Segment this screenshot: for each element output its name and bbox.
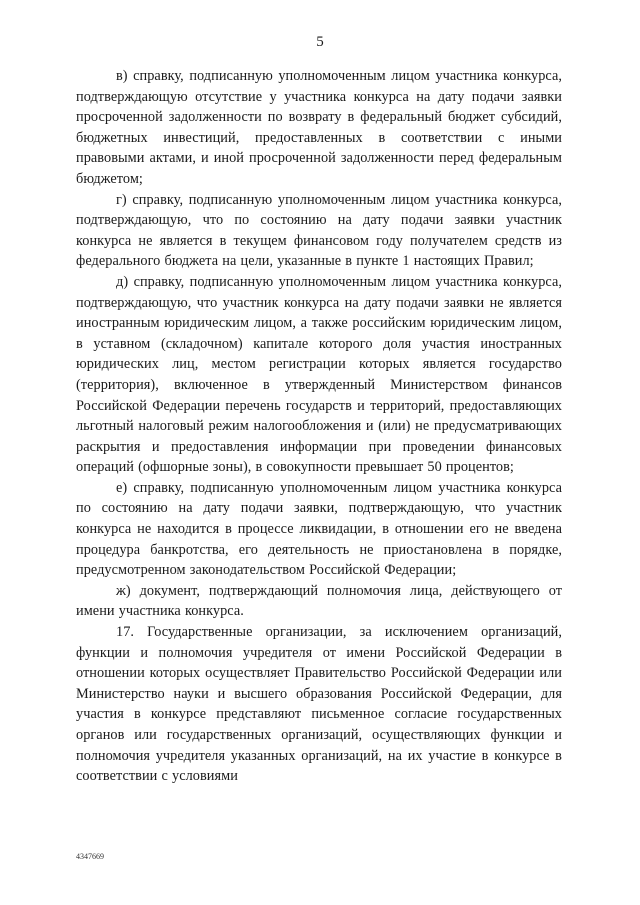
paragraph-e: е) справку, подписанную уполномоченным лицом участника конкурса по состоянию на дату подачи заявки, подтверждающую, что участник конкурса не находится в процессе ликвидации, в отношении его не введена процедура банкротства, его деятельность не приостановлена в порядке, предусмотренном законодательством Российской Федерации; [76, 479, 562, 579]
page-number: 5 [316, 34, 324, 50]
paragraph-d: д) справку, подписанную уполномоченным лицом участника конкурса, подтверждающую, что участник конкурса на дату подачи заявки не является иностранным юридическим лицом, а также российским юридическим лицом, в уставном (складочном) капитале которого доля участия иностранных юридических лиц, местом регистрации которых является государство (территория), включенное в утвержденный Министерством финансов Российской Федерации перечень государств и территорий, предоставляющих льготный налоговый режим налогообложения и (или) не предусматривающих раскрытия и предоставления информации при проведении финансовых операций (офшорные зоны), в совокупности превышает 50 процентов; [76, 273, 562, 476]
paragraph-17: 17. Государственные организации, за исключением организаций, функции и полномочия учредителя от имени Российской Федерации в отношении которых осуществляет Правительство Российской Федерации или Министерство науки и высшего образования Российской Федерации, для участия в конкурсе представляют письменное согласие государственных органов или государственных организаций, осуществляющих функции и полномочия учредителя указанных организаций, на их участие в конкурсе в соответствии с условиями [76, 624, 562, 785]
paragraph-zh: ж) документ, подтверждающий полномочия лица, действующего от имени участника конкурса. [76, 582, 562, 620]
document-id: 4347669 [76, 852, 104, 861]
paragraph-g: г) справку, подписанную уполномоченным лицом участника конкурса, подтверждающую, что по состоянию на дату подачи заявки участник конкурса не является в текущем финансовом году получателем средств из федерального бюджета на цели, указанные в пункте 1 настоящих Правил; [76, 191, 562, 270]
document-body [76, 66, 562, 787]
paragraph-v: в) справку, подписанную уполномоченным лицом участника конкурса, подтверждающую отсутствие у участника конкурса на дату подачи заявки просроченной задолженности по возврату в федеральный бюджет субсидий, бюджетных инвестиций, предоставленных в соответствии с иными правовыми актами, и иной просроченной задолженности перед федеральным бюджетом; [76, 68, 562, 187]
